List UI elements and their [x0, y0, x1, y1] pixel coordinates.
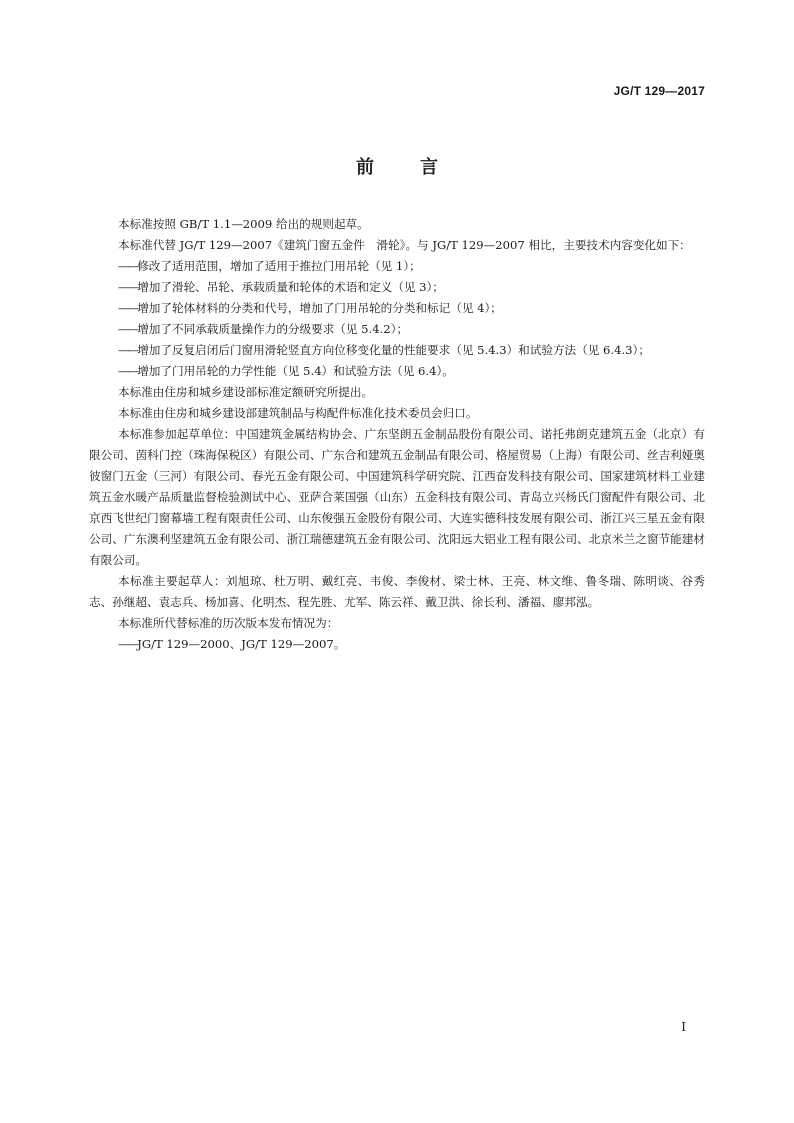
list-dash: —— [118, 301, 138, 315]
history-item-text: JG/T 129—2000、JG/T 129—2007。 [137, 637, 346, 651]
paragraph-proposed-by: 本标准由住房和城乡建设部标准定额研究所提出。 [118, 385, 374, 399]
list-dash: —— [118, 343, 138, 357]
change-item [89, 298, 705, 319]
change-item [89, 277, 705, 298]
history-item [89, 634, 705, 655]
paragraph-drafting-rules: 本标准按照 GB/T 1.1—2009 给出的规则起草。 [118, 217, 369, 231]
change-item-text: 增加了轮体材料的分类和代号，增加了门用吊轮的分类和标记（见 4）； [137, 301, 502, 315]
change-item-text: 增加了门用吊轮的力学性能（见 5.4）和试验方法（见 6.4）。 [137, 364, 454, 378]
foreword-body [89, 214, 705, 655]
change-item [89, 319, 705, 340]
change-item-text: 修改了适用范围，增加了适用于推拉门用吊轮（见 1）； [137, 259, 421, 273]
list-dash: —— [118, 259, 138, 273]
change-item-text: 增加了滑轮、吊轮、承载质量和轮体的术语和定义（见 3）； [137, 280, 444, 294]
list-dash: —— [118, 322, 138, 336]
page-number: I [681, 1020, 686, 1034]
paragraph-centralized-by: 本标准由住房和城乡建设部建筑制品与构配件标准化技术委员会归口。 [118, 406, 478, 420]
page-title: 前言 [356, 157, 484, 178]
paragraph-main-drafters: 本标准主要起草人：刘旭琼、杜万明、戴红亮、韦俊、李俊材、梁士林、王亮、林文维、鲁冬瑞、陈明谈、谷秀志、孙继超、袁志兵、杨加喜、化明杰、程先胜、尤军、陈云祥、戴卫洪、徐长利、潘福、廖邦泓。 [89, 574, 705, 609]
paragraph-participating-units: 本标准参加起草单位：中国建筑金属结构协会、广东坚朗五金制品股份有限公司、诺托弗朗克建筑五金（北京）有限公司、茵科门控（珠海保税区）有限公司、广东合和建筑五金制品有限公司、格屋贸易（上海）有限公司、丝吉利娅奥彼窗门五金（三河）有限公司、春光五金有限公司、中国建筑科学研究院、江西奋发科技有限公司、国家建筑材料工业建筑五金水暖产品质量监督检验测试中心、亚萨合莱国强（山东）五金科技有限公司、青岛立兴杨氏门窗配件有限公司、北京西飞世纪门窗幕墙工程有限责任公司、山东俊强五金股份有限公司、大连实德科技发展有限公司、浙江兴三星五金有限公司、广东澳利坚建筑五金有限公司、浙江瑞德建筑五金有限公司、沈阳远大铝业工程有限公司、北京米兰之窗节能建材有限公司。 [89, 427, 705, 567]
standard-code: JG/T 129—2017 [613, 84, 705, 98]
change-item [89, 340, 705, 361]
paragraph-history-intro: 本标准所代替标准的历次版本发布情况为： [118, 616, 339, 630]
paragraph-replacement: 本标准代替 JG/T 129—2007《建筑门窗五金件 滑轮》。与 JG/T 129—2007 相比，主要技术内容变化如下： [118, 238, 691, 252]
change-item-text: 增加了不同承载质量操作力的分级要求（见 5.4.2）； [137, 322, 409, 336]
list-dash: —— [118, 280, 138, 294]
change-item-text: 增加了反复启闭后门窗用滑轮竖直方向位移变化量的性能要求（见 5.4.3）和试验方法（见 6.4.3）； [137, 343, 650, 357]
change-item [89, 361, 705, 382]
list-dash: —— [118, 364, 138, 378]
change-item [89, 256, 705, 277]
list-dash: —— [118, 637, 138, 651]
